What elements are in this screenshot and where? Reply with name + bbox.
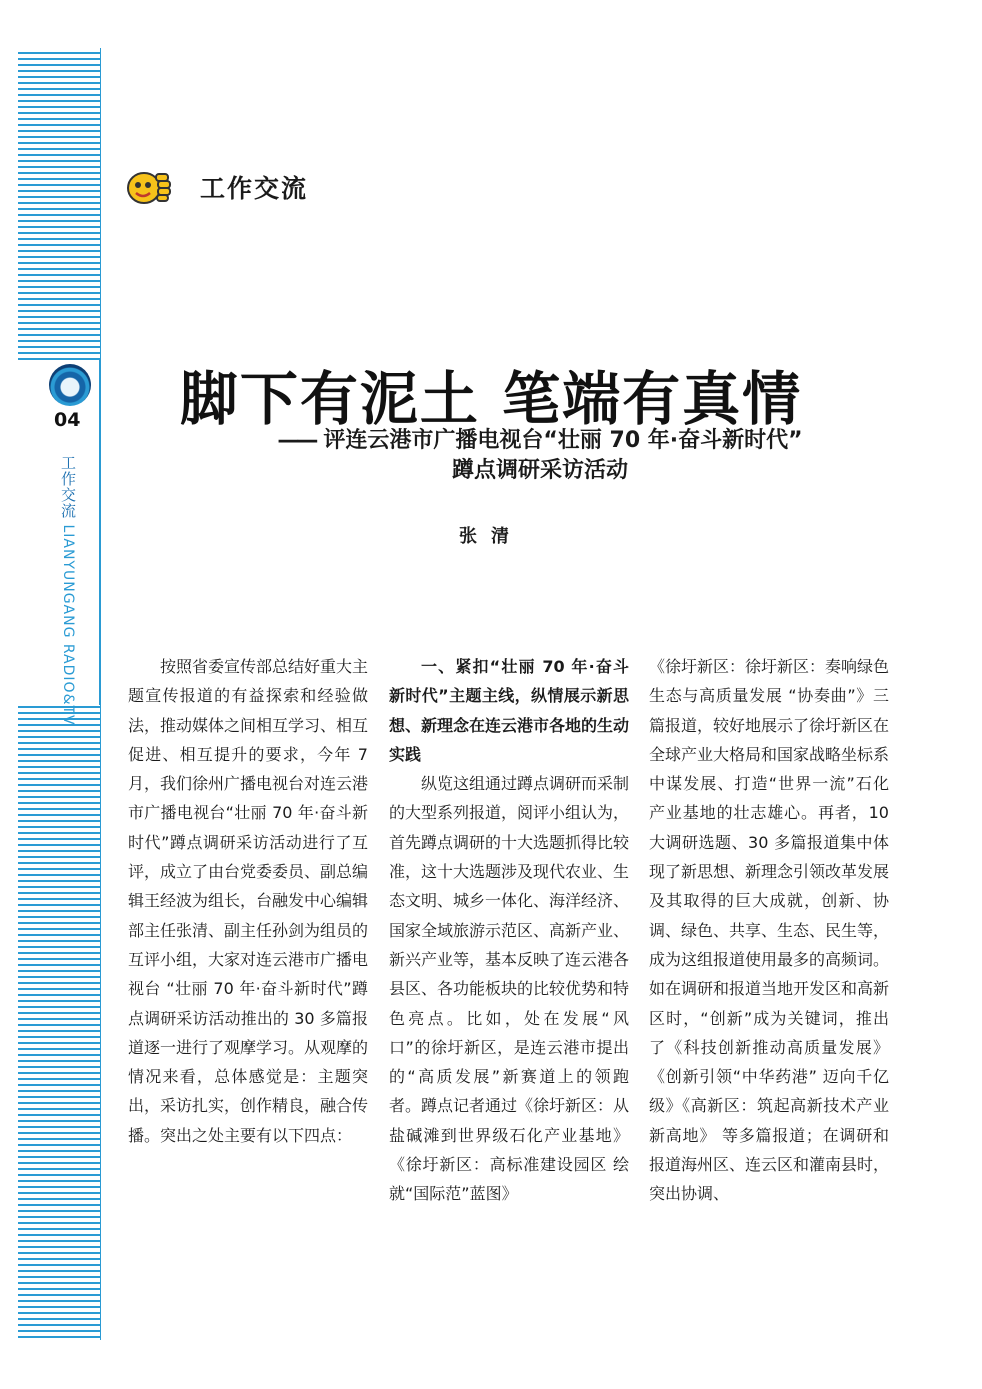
- subtitle-line-2: 蹲点调研采访活动: [451, 458, 628, 483]
- body-column-2: [389, 652, 629, 1209]
- author-name: 张清: [459, 526, 523, 547]
- subtitle-dash: ——: [277, 428, 316, 453]
- section-header: [126, 168, 308, 206]
- article-title: 脚下有泥土 笔端有真情: [179, 365, 803, 433]
- sidebar-section-cn: 工作交流: [59, 455, 77, 519]
- paragraph: 《徐圩新区：徐圩新区：奏响绿色生态与高质量发展 “协奏曲”》三篇报道，较好地展示了徐圩新区在全球产业大格局和国家战略坐标系中谋发展、打造“世界一流”石化产业基地的壮志雄心。再者，10 大调研选题、30 多篇报道集中体现了新思想、新理念引领改革发展及其取得的巨大成就，创新、协调、绿色、共享、生态、民生等，成为这组报道使用最多的高频词。如在调研和报道当地开发区和高新区时，“创新”成为关键词，推出了《科技创新推动高质量发展》《创新引领“中华药港” 迈向千亿级》《高新区：筑起高新技术产业新高地》 等多篇报道；在调研和报道海州区、连云区和灌南县时，突出协调、: [649, 657, 890, 1204]
- sidebar-vertical-text: [58, 455, 79, 726]
- paragraph: 按照省委宣传部总结好重大主题宣传报道的有益探索和经验做法，推动媒体之间相互学习、相互促进、相互提升的要求，今年 7 月，我们徐州广播电视台对连云港市广播电视台“壮丽 70 年·奋斗新时代”蹲点调研采访活动进行了互评，成立了由台党委委员、副总编辑王经波为组长，台融发中心编辑部主任张清、副主任孙剑为组员的互评小组，大家对连云港市广播电视台 “壮丽 70 年·奋斗新时代”蹲点调研采访活动推出的 30 多篇报道逐一进行了观摩学习。从观摩的情况来看，总体感觉是：主题突出，采访扎实，创作精良，融合传播。突出之处主要有以下四点：: [128, 657, 369, 1145]
- sidebar-section-en: LIANYUNGANG RADIO&TV: [60, 524, 76, 726]
- body-column-3: [649, 652, 889, 1209]
- section-heading: 一、紧扣“壮丽 70 年·奋斗新时代”主题主线，纵情展示新思想、新理念在连云港市各地的生动实践: [389, 657, 630, 764]
- paragraph: 纵览这组通过蹲点调研而采制的大型系列报道，阅评小组认为，首先蹲点调研的十大选题抓得比较准，这十大选题涉及现代农业、生态文明、城乡一体化、海洋经济、国家全域旅游示范区、高新产业、新兴产业等，基本反映了连云港各县区、各功能板块的比较优势和特色亮点。比如，处在发展“风口”的徐圩新区，是连云港市提出的“高质发展”新赛道上的领跑者。蹲点记者通过《徐圩新区：从盐碱滩到世界级石化产业基地》《徐圩新区：高标准建设园区 绘就“国际范”蓝图》: [389, 774, 630, 1204]
- subtitle-line-1: 评连云港市广播电视台“壮丽 70 年·奋斗新时代”: [323, 428, 803, 453]
- article-subtitle: [200, 426, 880, 486]
- page-number: 04: [54, 409, 81, 431]
- thumbs-up-face-icon: [126, 168, 172, 206]
- body-column-1: [128, 652, 368, 1150]
- section-label: 工作交流: [200, 174, 309, 203]
